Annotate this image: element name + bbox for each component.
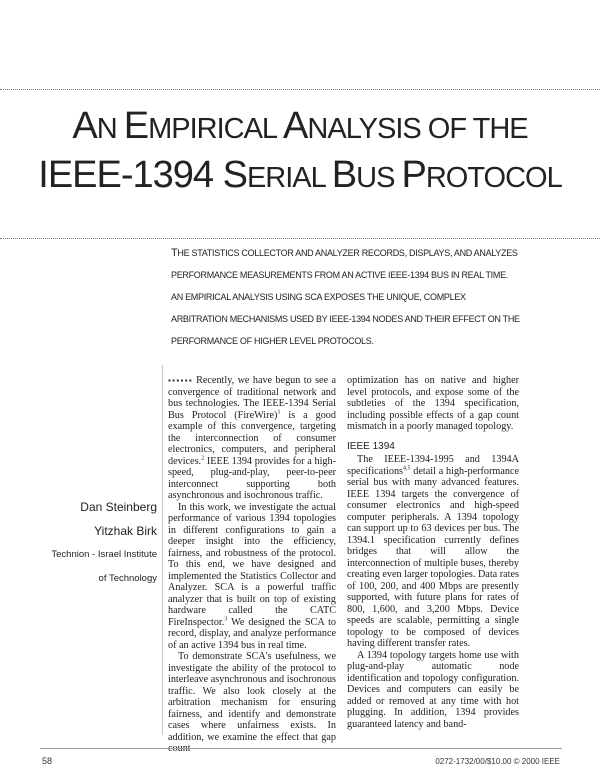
top-dotted-rule [0, 89, 600, 90]
paragraph: In this work, we investigate the actual performance of various 1394 topologies in different configurations to gain a deeper insight into the efficiency, fairness, and robustness of the protocol. To this end, we have designed and implemented the Statistics Collector and Analyzer. SCA is a powerful traffic analyzer that is built on top of existing hardware called the CATC FireInspector.$^3$ We designed the SCA to record, display, and analyze performance of an active 1394 bus in real time. [168, 501, 336, 651]
author-affiliation: Technion - Israel Institute [51, 549, 157, 560]
paragraph: A 1394 topology targets home use with plug-and-play automatic node identification and topology configuration. Devices and computers can easily be added or removed at any time with hot plugging. In addition, 1394 provides guaranteed latency and band- [347, 649, 519, 730]
footer-rule [40, 748, 562, 749]
title-line-1: AN EMPIRICAL ANALYSIS OF THE [72, 105, 528, 147]
body-column-right [347, 375, 519, 730]
page-number: 58 [42, 756, 53, 766]
copyright-notice: 0272-1732/00/$10.00 © 2000 IEEE [435, 757, 560, 766]
abstract: THE STATISTICS COLLECTOR AND ANALYZER RECORDS, DISPLAYS, AND ANALYZES PERFORMANCE MEASUREMENTS FROM AN ACTIVE IEEE-1394 BUS IN REAL TIME. AN EMPIRICAL ANALYSIS USING SCA EXPOSES THE UNIQUE, COMPLEX ARBITRATION MECHANISMS USED BY IEEE-1394 NODES AND THEIR EFFECT ON THE PERFORMANCE OF HIGHER LEVEL PROTOCOLS. [171, 247, 520, 346]
author-block [40, 495, 157, 591]
paragraph: To demonstrate SCA's usefulness, we investigate the ability of the protocol to interleave asynchronous and isochronous traffic. We also look closely at the arbitration mechanism for ensuring fairness, and identify and demonstrate cases where unfairness exists. In addition, we examine the effect that gap count [168, 651, 336, 754]
paragraph: The IEEE-1394-1995 and 1394A specifications$^{4,5}$ detail a high-performance serial bus with many advanced features. IEEE 1394 targets the convergence of consumer electronics and high-speed computer peripherals. A 1394 topology can support up to 63 devices per bus. The 1394.1 specification currently defines bridges that will allow the interconnection of multiple buses, thereby creating even larger topologies. Data rates of 100, 200, and 400 Mbps are presently supported, with future plans for rates of 800, 1,600, and 3,200 Mbps. Device speeds are scalable, permitting a single topology to be composed of devices having different transfer rates. [347, 454, 519, 649]
author-name: Yitzhak Birk [94, 524, 157, 538]
section-heading: IEEE 1394 [347, 440, 395, 452]
author-affiliation: of Technology [98, 573, 157, 584]
bullet-ornament: ▪▪▪▪▪▪ [168, 376, 194, 385]
column-divider [162, 365, 163, 735]
author-name: Dan Steinberg [80, 500, 157, 514]
paragraph: ▪▪▪▪▪▪ Recently, we have begun to see a convergence of traditional network and bus technologies. The IEEE-1394 Serial Bus Protocol (FireWire)$^1$ is a good example of this convergence, targeting the interconnection of consumer electronics, computers, and peripheral devices.$^2$ IEEE 1394 provides for a high-speed, plug-and-play, peer-to-peer interconnect supporting both asynchronous and isochronous traffic. [168, 375, 336, 501]
title-line-2: IEEE-1394 SERIAL BUS PROTOCOL [38, 154, 562, 196]
body-column-left [168, 375, 336, 755]
title-bottom-dotted-rule [0, 238, 600, 239]
paragraph: optimization has on native and higher level protocols, and expose some of the subtleties of the 1394 specification, including possible effects of a gap count mismatch in a poorly managed topology. [347, 375, 519, 432]
